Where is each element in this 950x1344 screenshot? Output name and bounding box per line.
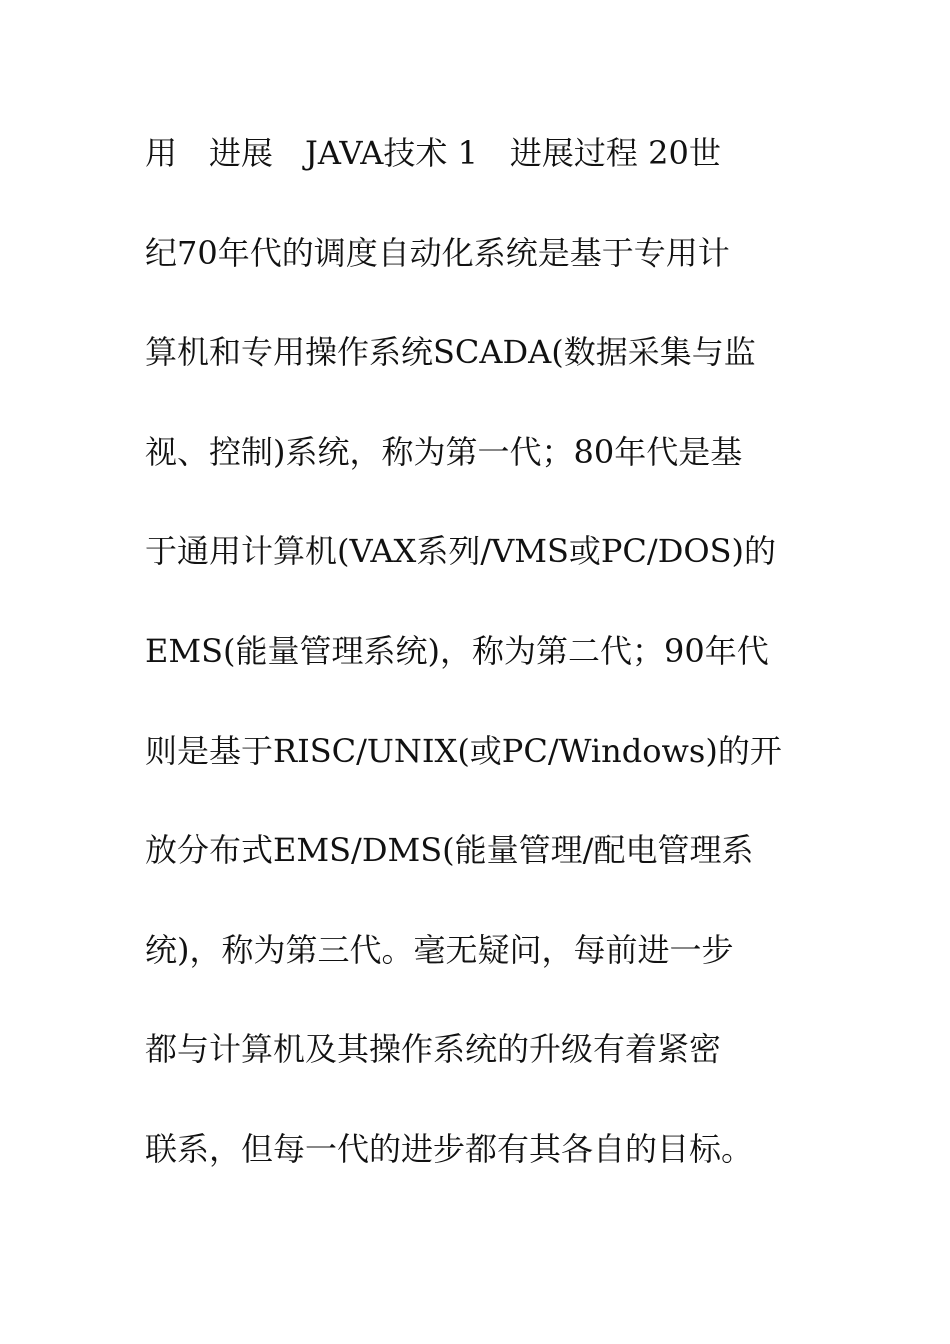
text-line: 放分布式EMS/DMS(能量管理/配电管理系 (145, 831, 754, 870)
text-line: 算机和专用操作系统SCADA(数据采集与监 (145, 333, 756, 372)
text-line: 视、控制)系统，称为第一代；80年代是基 (145, 432, 743, 471)
text-line: 用 进展 JAVA技术 1 进展过程 20世 (145, 134, 721, 172)
text-line: 于通用计算机(VAX系列/VMS或PC/DOS)的 (145, 532, 776, 571)
text-line: 统)，称为第三代。毫无疑问，每前进一步 (145, 930, 734, 969)
body-text (145, 128, 825, 1224)
text-line: 则是基于RISC/UNIX(或PC/Windows)的开 (145, 731, 782, 770)
text-line: 都与计算机及其操作系统的升级有着紧密 (145, 1030, 722, 1069)
text-line: 纪70年代的调度自动化系统是基于专用计 (145, 233, 730, 272)
text-line: EMS(能量管理系统)，称为第二代；90年代 (145, 631, 769, 670)
text-line: 联系，但每一代的进步都有其各自的目标。 (145, 1129, 754, 1168)
